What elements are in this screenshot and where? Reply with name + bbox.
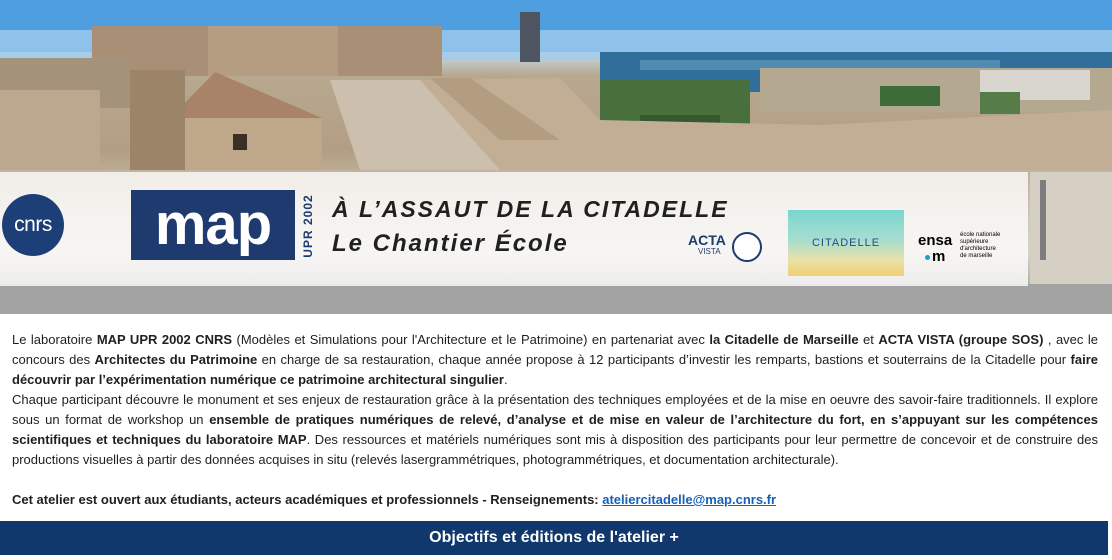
ensa-line: école nationale: [960, 232, 1001, 238]
map-upr-label: [284, 196, 332, 256]
contact-text: Cet atelier est ouvert aux étudiants, acteurs académiques et professionnels - Renseignements:: [12, 492, 603, 507]
map-logo[interactable]: [131, 190, 295, 260]
ensa-logo-lines: [960, 232, 1010, 260]
text: . Des ressources et matériels numériques sont mis à disposition des participants pour leur permettre de concevoir et de construire des productions visuelles à partir des données acquises in situ (relevés lasergrammétriques, photogrammétriques, et documentation architecturale).: [12, 432, 1098, 467]
acta-seal-icon: [732, 232, 762, 262]
lab-name: MAP UPR 2002 CNRS: [96, 332, 233, 347]
partner-acta-vista: ACTA VISTA (groupe SOS): [878, 332, 1044, 347]
acta-vista-logo[interactable]: [688, 232, 772, 264]
cnrs-logo-text: cnrs: [14, 213, 52, 236]
spacer: [12, 470, 1098, 490]
contact-line: [12, 490, 1098, 510]
ensa-m-text: m: [932, 248, 946, 265]
banner-title: À L’ASSAUT DE LA CITADELLE: [332, 196, 729, 222]
citadelle-logo[interactable]: [788, 210, 904, 276]
ensa-line: supérieure: [960, 239, 989, 245]
ensa-logo-text: ensa: [918, 232, 953, 249]
objectives-label: Objectifs et éditions de l'atelier +: [429, 529, 679, 546]
map-logo-text: map: [154, 192, 272, 257]
partner-architectes: Architectes du Patrimoine: [94, 352, 258, 367]
map-upr-text: UPR 2002: [301, 194, 315, 258]
text: Le laboratoire: [12, 332, 97, 347]
ensa-line: d'architecture: [960, 246, 996, 252]
acta-logo-text: ACTA: [688, 232, 726, 248]
text: et: [858, 332, 879, 347]
workshop-goal: faire découvrir par l’expérimentation numérique ce patrimoine architectural singulier: [12, 352, 1098, 387]
text: Chaque participant découvre le monument et ses enjeux de restauration grâce à la présentation des techniques employées et de la mise en oeuvre des savoir-faire traditionnels. Il explore sous un format de workshop un: [12, 392, 1098, 427]
vista-logo-text: VISTA: [698, 247, 721, 256]
intro-paragraph: [12, 330, 1098, 390]
objectives-accordion-toggle[interactable]: [0, 521, 1108, 555]
cnrs-logo[interactable]: [2, 194, 64, 256]
ensa-line: de marseille: [960, 253, 993, 259]
details-paragraph: [12, 390, 1098, 470]
contact-email-link[interactable]: ateliercitadelle@map.cnrs.fr: [602, 492, 777, 507]
banner-subtitle: Le Chantier École: [332, 230, 569, 257]
text: , avec le concours des: [12, 332, 1098, 367]
workshop-description: [12, 330, 1098, 510]
ensa-marseille-logo[interactable]: [918, 232, 1008, 268]
partner-citadelle: la Citadelle de Marseille: [709, 332, 859, 347]
text: en charge de sa restauration, chaque année propose à 12 participants d’investir les remparts, bastions et souterrains de la Citadelle pour: [257, 352, 1071, 367]
workshop-practices: ensemble de pratiques numériques de relevé, d’analyse et de mise en valeur de l’architecture du fort, en s’appuyant sur les compétences scientifiques et techniques du laboratoire MAP: [12, 412, 1098, 447]
citadelle-logo-text: CITADELLE: [811, 237, 881, 249]
text: .: [503, 372, 508, 387]
text: (Modèles et Simulations pour l'Architecture et le Patrimoine) en partenariat avec: [232, 332, 710, 347]
